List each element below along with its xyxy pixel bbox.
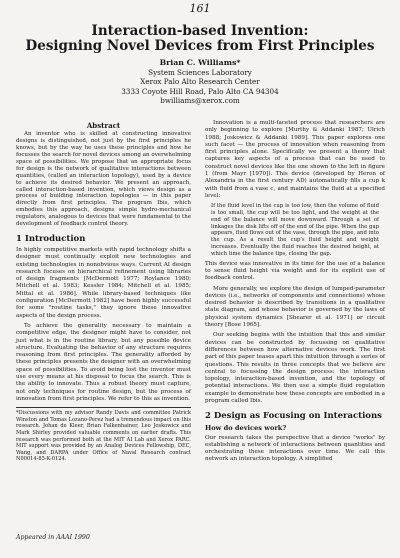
heron-quote: If the fluid level in the cup is too low, then the volume of fluid is too small, the cup will be too light, and the weight at the end of the balance will move downward. Through a set of linkages the disk lifts off of the end of the pipe. When the gap appears, fluid flows out of the vase, through the pipe, and into the cup. As a result the cup's fluid height and weight increases. Eventually the fluid reaches the desired height, at which time the balance tips, closing the gap. [211,203,379,257]
paper-title [0,24,400,54]
right-paragraph-1: Innovation is a multi-faceted process that researchers are only beginning to explore [Murthy & Addanki 1987; Ulrich 1988; Joskowicz & Addanki 1989]. This paper explores one such facet — the process of innovation when reasoning from first principles alone. Specifically we present a theory that captures key aspects of a process that can be used to construct novel devices like the one shown to the left in figure 1 (from Mayr [1970]). This device (developed by Heron of Alexandria in the first century AD) automatically fills a cup k with fluid from a vase c, and maintains the fluid at a specified level: [205,120,385,199]
right-column [205,120,385,467]
author-block [0,58,400,106]
subsection-heading: How do devices work? [205,424,287,433]
author-name: Brian C. Williams* [159,58,241,67]
right-paragraph-4: Our seeking begins with the intuition that this and similar devices can be constructed by focussing on qualitative differences between how alternative devices work. The first part of this paper teases apart this intuition through a series of questions. This results in three concepts that we believe are central to focussing the design process: the interaction topology, interaction-based invention, and the topology of potential interactions. We then use a simple fluid regulation example to demonstrate how these concepts are embodied in a program called Ibis. [205,332,385,404]
author-affiliation-1: System Sciences Laboratory [148,67,252,77]
author-email: bwilliams@xerox.com [160,96,240,105]
section-1-paragraph-2: To achieve the generality necessary to maintain a competitive edge, the designer might have to consider, not just what is in the routine library, but any possible device structure. Evaluating the behavior of any structure requires reasoning from first principles. The generality afforded by these principles presents the designer with an overwhelming space of possibilities. To avoid being lost the inventor must use every means at his disposal to focus the search. This is the ability to innovate. Thus a robust theory must capture, not only techniques for routine design, but the process of innovation from first principles. We refer to this as invention. [16,322,191,402]
page-number: 161 [189,2,211,15]
right-paragraph-2: This device was innovative in its time for the use of a balance to sense fluid height via weight and for its explicit use of feedback control. [205,260,385,282]
title-line-2: Designing Novel Devices from First Principles [25,38,375,54]
abstract-heading: Abstract [86,121,121,130]
section-1-heading: 1 Introduction [16,233,86,244]
abstract-text: An inventor who is skilled at constructing innovative designs is distinguished, not just by the first principles he knows, but by the way he uses these principles and how he focusses the search for novel devices among an overwhelming space of possibilities. We propose that an appropriate focus for design is the network of qualitative interactions between quantities, (called an interaction topology), used by a device to achieve its desired behavior. We present an approach, called interaction-based invention, which views design as a process of building interaction topologies — in this paper directly from first principles. The program Ibis, which embodies this approach, designs simple hydro-mechanical regulators, analogous to devices that were fundamental to the development of feedback control theory. [16,131,191,228]
section-2-heading: 2 Design as Focusing on Interactions [205,411,382,422]
author-address: 3333 Coyote Hill Road, Palo Alto CA 94304 [121,86,279,96]
right-paragraph-3: More generally, we explore the design of lumped-parameter devices (i.e., networks of components and connections) whose desired behavior is described by transitions in a qualitative state diagram, and whose behavior is governed by the laws of physical system dynamics [Shearer et al. 1971] or circuit theory [Bose 1965]. [205,285,385,329]
author-affiliation-2: Xerox Palo Alto Research Center [140,77,260,86]
left-column [16,122,191,463]
section-1-paragraph-1: In highly competitive markets with rapid technology shifts a designer must continually exploit new technologies and existing technologies in nonobvious ways. Current AI design research focuses on hierarchical refinement using libraries of design fragments [McDermott 1977; Roylance 1980; Mitchell et al. 1983; Kessler 1984; Mitchell et al. 1985; Mittal et al. 1986]. While library-based techniques like configuration [McDermott 1982] have been highly successful for some "routine tasks," they ignore these innovative aspects of the design process. [16,246,191,319]
right-paragraph-5: Our research takes the perspective that a device "works" by establishing a network of interactions between quantities and orchestrating these interactions over time. We call this network an interaction topology. A simplified [205,434,385,463]
footnote: *Discussions with my advisor Randy Davis and committee Patrick Winston and Tomas Lozano-Perez had a tremendous impact on this research. Johan de Kleer, Brian Falkenhainer, Leo Joskowicz and Mark Shirley provided valuable comments on earlier drafts. This research was performed both at the MIT AI Lab and Xerox PARC. MIT support was provided by an Analog Devices Fellowship, DEC, Wang, and DARPA under Office of Naval Research contract N00014-85-K-0124. [16,407,191,463]
appeared-note: Appeared in AAAI 1990 [16,534,90,541]
title-line-1: Interaction-based Invention: [91,23,309,39]
